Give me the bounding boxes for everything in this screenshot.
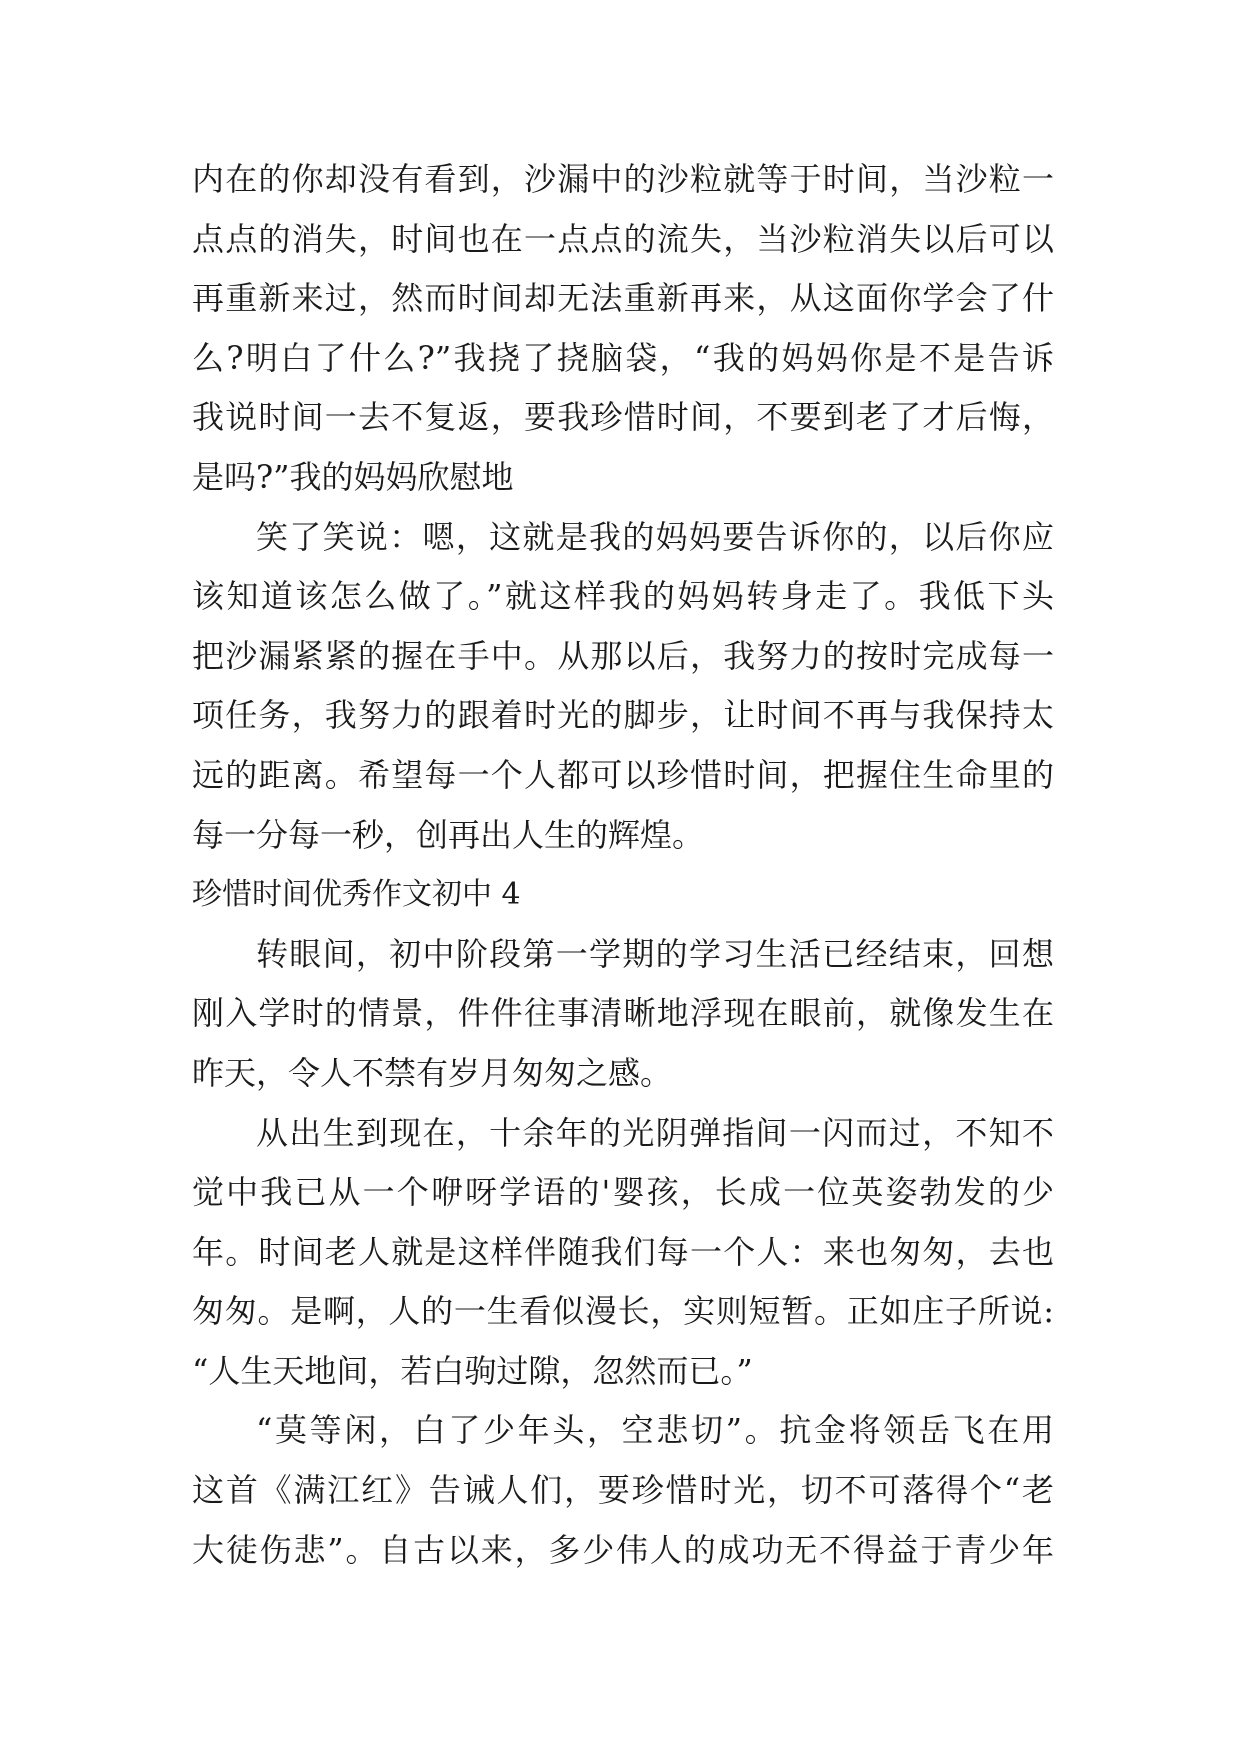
text-line: 么?明白了什么?”我挠了挠脑袋，“我的妈妈你是不是告诉: [192, 338, 1054, 377]
text-line: 远的距离。希望每一个人都可以珍惜时间，把握住生命里的: [192, 755, 1054, 794]
text-line: 该知道该怎么做了。”就这样我的妈妈转身走了。我低下头: [192, 577, 1054, 616]
text-line: 转眼间，初中阶段第一学期的学习生活已经结束，回想: [256, 934, 1054, 973]
text-line: 点点的消失，时间也在一点点的流失，当沙粒消失以后可以: [192, 219, 1054, 258]
text-line: 从出生到现在，十余年的光阴弹指间一闪而过，不知不: [256, 1113, 1054, 1152]
text-line: 大徒伤悲”。自古以来，多少伟人的成功无不得益于青少年: [192, 1530, 1054, 1569]
text-line: 觉中我已从一个咿呀学语的'婴孩，长成一位英姿勃发的少: [192, 1173, 1054, 1212]
text-line: 笑了笑说：嗯，这就是我的妈妈要告诉你的，以后你应: [256, 517, 1054, 556]
text-line: 我说时间一去不复返，要我珍惜时间，不要到老了才后悔，: [192, 398, 1054, 437]
text-line: 是吗?”我的妈妈欣慰地: [192, 457, 514, 496]
text-line: 年。时间老人就是这样伴随我们每一个人：来也匆匆，去也: [192, 1232, 1054, 1271]
text-line: 匆匆。是啊，人的一生看似漫长，实则短暂。正如庄子所说:: [192, 1292, 1054, 1331]
document-page: [192, 150, 1054, 1580]
text-line: 每一分每一秒，创再出人生的辉煌。: [192, 815, 705, 854]
text-line: 项任务，我努力的跟着时光的脚步，让时间不再与我保持太: [192, 696, 1054, 735]
text-line: “莫等闲，白了少年头，空悲切”。抗金将领岳飞在用: [256, 1411, 1054, 1450]
text-line: 昨天，令人不禁有岁月匆匆之感。: [192, 1053, 673, 1092]
text-line: “人生天地间，若白驹过隙，忽然而已。”: [192, 1351, 753, 1390]
text-line: 再重新来过，然而时间却无法重新再来，从这面你学会了什: [192, 279, 1054, 318]
text-line: 把沙漏紧紧的握在手中。从那以后，我努力的按时完成每一: [192, 636, 1054, 675]
section-heading: 珍惜时间优秀作文初中 4: [192, 877, 521, 913]
text-line: 内在的你却没有看到，沙漏中的沙粒就等于时间，当沙粒一: [192, 160, 1054, 198]
text-line: 这首《满江红》告诫人们，要珍惜时光，切不可落得个“老: [192, 1471, 1054, 1510]
text-line: 刚入学时的情景，件件往事清晰地浮现在眼前，就像发生在: [192, 994, 1054, 1033]
